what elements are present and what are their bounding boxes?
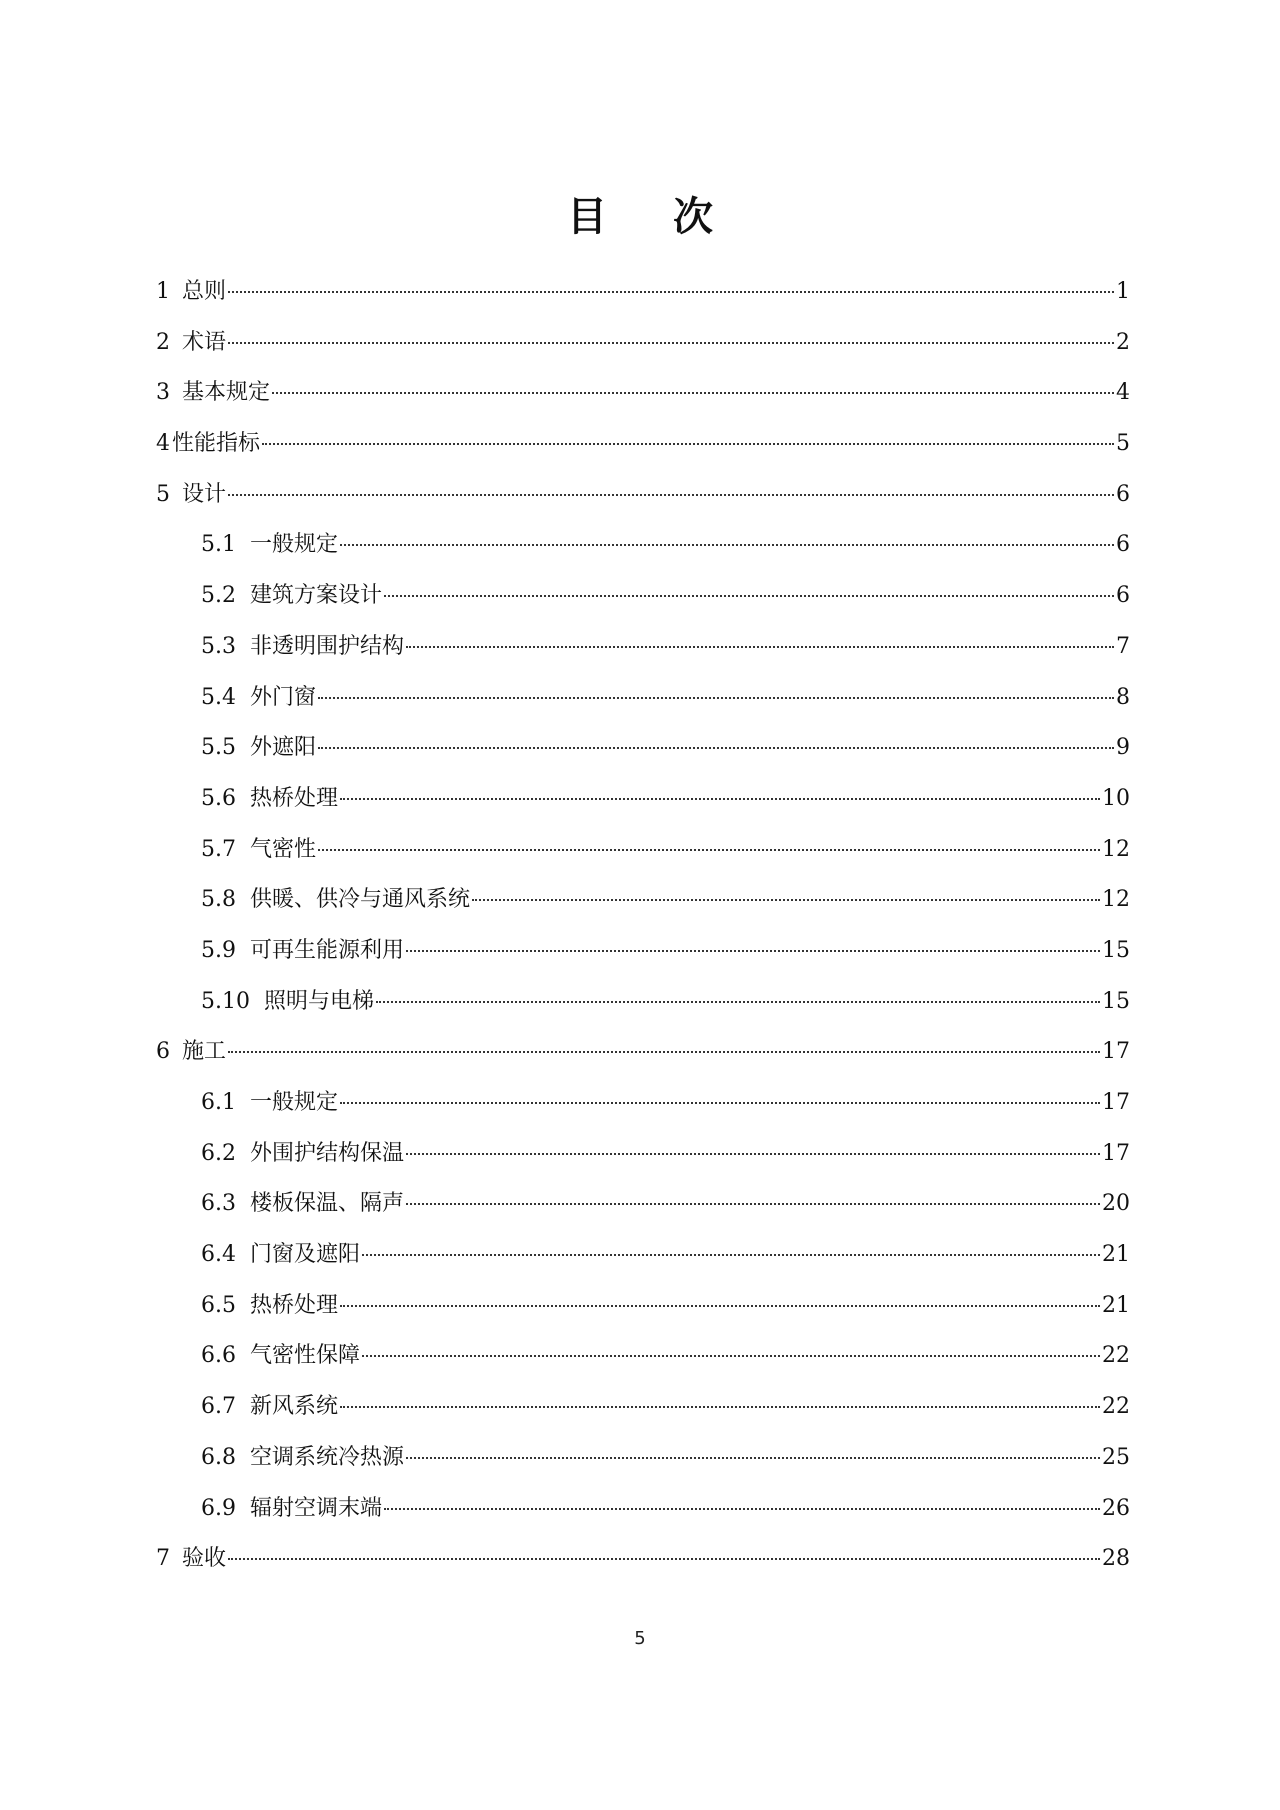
- toc-dot-leader: [318, 849, 1100, 851]
- toc-dot-leader: [362, 1254, 1100, 1256]
- toc-entry-label: 空调系统冷热源: [250, 1444, 405, 1470]
- toc-entry-number: 5.2: [201, 583, 236, 609]
- toc-entry-label: 建筑方案设计: [250, 583, 383, 609]
- toc-entry-label: 一般规定: [250, 532, 339, 558]
- toc-entry-number: 6.3: [201, 1191, 236, 1217]
- toc-entry-number: 6.6: [201, 1343, 236, 1369]
- toc-entry-page: 17: [1102, 1140, 1130, 1166]
- toc-entry-number: 5.3: [201, 633, 236, 659]
- toc-subentry[interactable]: [156, 835, 1130, 886]
- toc-entry-number: 5.7: [201, 836, 236, 862]
- toc-subentry[interactable]: [156, 683, 1130, 734]
- toc-dot-leader: [228, 1558, 1100, 1560]
- toc-entry-label: 施工: [182, 1039, 227, 1065]
- toc-entry-label: 可再生能源利用: [250, 937, 405, 963]
- toc-entry-page: 6: [1116, 481, 1130, 507]
- toc-entry-number: 6.7: [201, 1394, 236, 1420]
- toc-entry-page: 12: [1102, 836, 1130, 862]
- toc-entry-number: 2: [156, 329, 170, 355]
- toc-dot-leader: [272, 392, 1114, 394]
- toc-entry-label: 术语: [182, 329, 227, 355]
- toc-dot-leader: [340, 798, 1100, 800]
- toc-dot-leader: [318, 747, 1114, 749]
- toc-entry-number: 7: [156, 1546, 170, 1572]
- toc-entry-number: 5.8: [201, 887, 236, 913]
- toc-entry-page: 6: [1116, 532, 1130, 558]
- toc-entry-page: 22: [1102, 1343, 1130, 1369]
- toc-entry-label: 性能指标: [172, 431, 261, 457]
- toc-dot-leader: [228, 1051, 1100, 1053]
- toc-dot-leader: [228, 494, 1114, 496]
- table-of-contents: [156, 277, 1130, 1595]
- toc-subentry[interactable]: [156, 1291, 1130, 1342]
- toc-dot-leader: [262, 443, 1114, 445]
- toc-subentry[interactable]: [156, 1088, 1130, 1139]
- toc-entry-page: 6: [1116, 583, 1130, 609]
- toc-subentry[interactable]: [156, 1240, 1130, 1291]
- toc-subentry[interactable]: [156, 1392, 1130, 1443]
- toc-entry-page: 7: [1116, 633, 1130, 659]
- toc-entry-label: 外门窗: [250, 684, 317, 710]
- toc-entry-number: 3: [156, 380, 170, 406]
- toc-dot-leader: [406, 950, 1100, 952]
- toc-entry-page: 21: [1102, 1242, 1130, 1268]
- toc-dot-leader: [406, 646, 1114, 648]
- toc-entry[interactable]: [156, 378, 1130, 429]
- toc-entry-label: 照明与电梯: [263, 988, 374, 1014]
- toc-subentry[interactable]: [156, 1341, 1130, 1392]
- toc-dot-leader: [318, 697, 1114, 699]
- toc-entry-page: 10: [1102, 785, 1130, 811]
- toc-entry-label: 外围护结构保温: [250, 1140, 405, 1166]
- toc-entry-number: 6.4: [201, 1242, 236, 1268]
- toc-entry-label: 门窗及遮阳: [250, 1242, 361, 1268]
- toc-entry-number: 6.8: [201, 1444, 236, 1470]
- toc-entry-page: 12: [1102, 887, 1130, 913]
- toc-subentry[interactable]: [156, 530, 1130, 581]
- toc-entry-page: 17: [1102, 1039, 1130, 1065]
- toc-entry-page: 1: [1116, 279, 1130, 304]
- toc-dot-leader: [340, 544, 1114, 546]
- toc-subentry[interactable]: [156, 885, 1130, 936]
- toc-entry-label: 设计: [182, 481, 227, 507]
- toc-dot-leader: [406, 1457, 1100, 1459]
- toc-entry-number: 1: [156, 279, 170, 304]
- toc-entry-number: 6.9: [201, 1495, 236, 1521]
- toc-dot-leader: [362, 1355, 1100, 1357]
- toc-entry-number: 5.4: [201, 684, 236, 710]
- toc-entry-page: 2: [1116, 329, 1130, 355]
- toc-entry-number: 5.1: [201, 532, 236, 558]
- toc-entry[interactable]: [156, 328, 1130, 379]
- toc-dot-leader: [406, 1203, 1100, 1205]
- toc-entry-label: 验收: [182, 1546, 227, 1572]
- toc-entry-label: 热桥处理: [250, 1292, 339, 1318]
- toc-entry-label: 辐射空调末端: [250, 1495, 383, 1521]
- toc-entry-label: 楼板保温、隔声: [250, 1191, 405, 1217]
- toc-entry-page: 26: [1102, 1495, 1130, 1521]
- toc-entry-number: 6.2: [201, 1140, 236, 1166]
- toc-entry-label: 非透明围护结构: [250, 633, 405, 659]
- toc-dot-leader: [376, 1001, 1100, 1003]
- toc-entry-page: 5: [1116, 431, 1130, 457]
- toc-subentry[interactable]: [156, 632, 1130, 683]
- toc-entry-number: 5.6: [201, 785, 236, 811]
- page-number: 5: [634, 1628, 646, 1649]
- toc-subentry[interactable]: [156, 1494, 1130, 1545]
- toc-entry-page: 17: [1102, 1090, 1130, 1115]
- toc-entry-page: 28: [1102, 1546, 1130, 1572]
- toc-entry-label: 供暖、供冷与通风系统: [250, 887, 471, 913]
- toc-dot-leader: [384, 595, 1114, 597]
- toc-entry-page: 21: [1102, 1292, 1130, 1318]
- toc-entry-page: 15: [1102, 937, 1130, 963]
- toc-entry-label: 一般规定: [250, 1090, 339, 1115]
- toc-dot-leader: [340, 1102, 1100, 1104]
- page-title: 目 次: [567, 192, 739, 240]
- toc-subentry[interactable]: [156, 733, 1130, 784]
- toc-entry-label: 基本规定: [182, 380, 271, 406]
- toc-entry-page: 22: [1102, 1394, 1130, 1420]
- toc-subentry[interactable]: [156, 987, 1130, 1038]
- toc-dot-leader: [472, 899, 1100, 901]
- toc-subentry[interactable]: [156, 784, 1130, 835]
- toc-entry-label: 外遮阳: [250, 735, 317, 761]
- toc-entry-number: 4: [156, 431, 170, 457]
- toc-entry-page: 20: [1102, 1191, 1130, 1217]
- toc-entry-number: 5.9: [201, 937, 236, 963]
- toc-subentry[interactable]: [156, 1189, 1130, 1240]
- toc-dot-leader: [228, 291, 1114, 293]
- toc-subentry[interactable]: [156, 1139, 1130, 1190]
- toc-dot-leader: [406, 1153, 1100, 1155]
- toc-entry-number: 6.1: [201, 1090, 236, 1115]
- toc-dot-leader: [384, 1508, 1100, 1510]
- toc-entry-label: 气密性保障: [250, 1343, 361, 1369]
- toc-entry-page: 15: [1102, 988, 1130, 1014]
- toc-dot-leader: [340, 1406, 1100, 1408]
- toc-entry-number: 6.5: [201, 1292, 236, 1318]
- toc-entry-number: 5.5: [201, 735, 236, 761]
- toc-entry[interactable]: [156, 480, 1130, 531]
- toc-subentry[interactable]: [156, 1443, 1130, 1494]
- toc-entry-label: 气密性: [250, 836, 317, 862]
- toc-entry-label: 新风系统: [250, 1394, 339, 1420]
- toc-entry[interactable]: [156, 429, 1130, 480]
- toc-entry-page: 4: [1116, 380, 1130, 406]
- toc-entry[interactable]: [156, 1037, 1130, 1088]
- toc-entry-number: 5.10: [201, 988, 250, 1014]
- toc-entry-label: 总则: [182, 279, 227, 304]
- toc-entry-number: 5: [156, 481, 170, 507]
- toc-subentry[interactable]: [156, 581, 1130, 632]
- toc-entry[interactable]: [156, 1544, 1130, 1595]
- toc-dot-leader: [340, 1305, 1100, 1307]
- toc-entry-page: 25: [1102, 1444, 1130, 1470]
- toc-dot-leader: [228, 342, 1114, 344]
- toc-entry-number: 6: [156, 1039, 170, 1065]
- toc-subentry[interactable]: [156, 936, 1130, 987]
- toc-entry-page: 8: [1116, 684, 1130, 710]
- toc-entry-page: 9: [1116, 735, 1130, 761]
- toc-entry[interactable]: [156, 277, 1130, 328]
- toc-entry-label: 热桥处理: [250, 785, 339, 811]
